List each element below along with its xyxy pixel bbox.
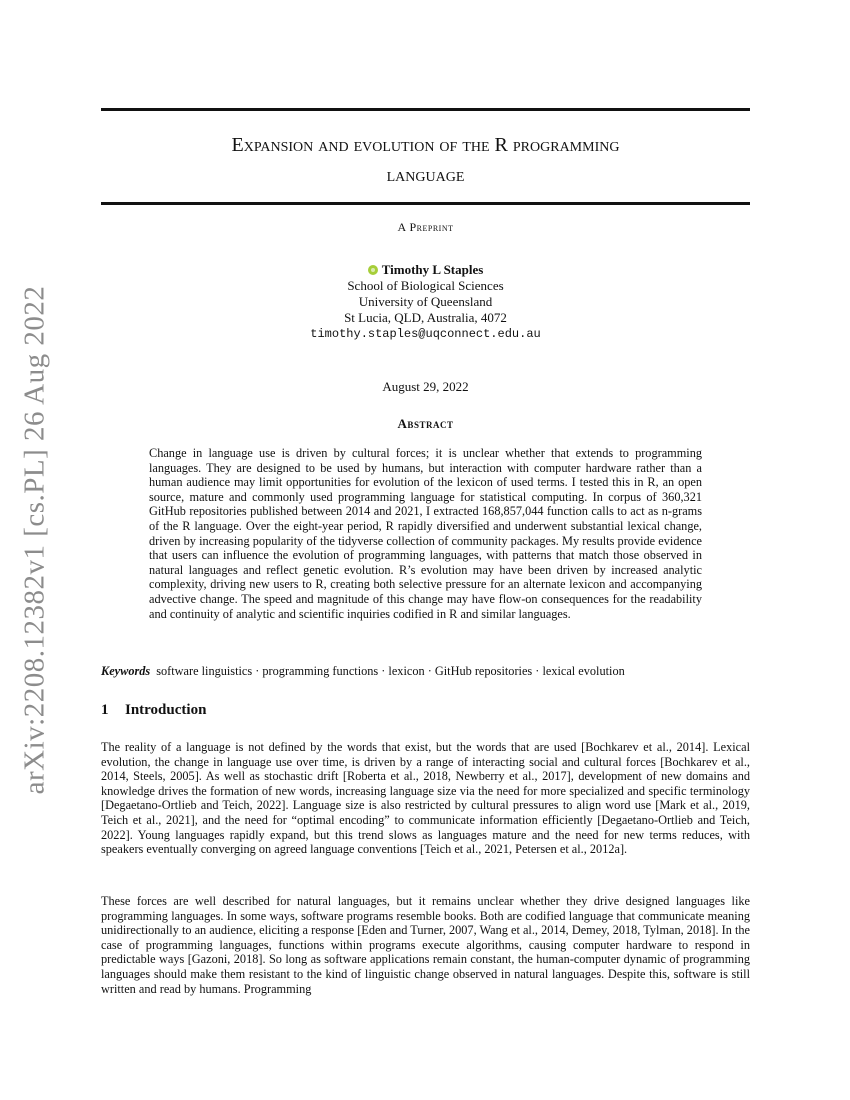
title-line-1: Expansion and evolution of the R programming [231, 134, 620, 156]
author-line [101, 262, 750, 278]
title-line-2: language [386, 164, 465, 186]
keywords-list: software linguistics · programming functions · lexicon · GitHub repositories · lexical evolution [156, 664, 625, 678]
author-email[interactable]: timothy.staples@uqconnect.edu.au [310, 327, 541, 341]
section-number: 1 [101, 702, 109, 718]
intro-paragraph-1: The reality of a language is not defined by the words that exist, but the words that are used [Bochkarev et al., 2014]. Lexical evolution, the change in language use over time, is driven by a range of interacting social and cultural forces [Bochkarev et al., 2014, Steels, 2005]. As well as stochastic drift [Roberta et al., 2018, Newberry et al., 2017], development of new domains and knowledge drives the formation of new words, increasing language size via the need for more specialized and specific terminology [Degaetano-Ortlieb and Teich, 2022]. Language size is also restricted by cultural pressures to align word use [Mark et al., 2019, Teich et al., 2021], and the need for “optimal encoding” to communicate information efficiently [Degaetano-Ortlieb and Teich, 2022]. Young languages rapidly expand, but this trend slows as languages mature and the need for new terms reduces, with speakers eventually converging on agreed language conventions [Teich et al., 2021, Petersen et al., 2012a]. [101, 740, 750, 857]
keywords [101, 664, 750, 679]
preprint-label: A Preprint [397, 220, 454, 234]
author-affiliation-2: University of Queensland [358, 294, 493, 309]
abstract-text: Change in language use is driven by cultural forces; it is unclear whether that extends to programming languages. They are designed to be used by humans, but interaction with computer hardware rather than a human audience may limit opportunities for evolution of the lexicon of used terms. I tested this in R, an open source, mature and commonly used programming language for statistical computing. In corpus of 360,321 GitHub repositories published between 2014 and 2021, I extracted 168,857,044 function calls to act as n-grams of the R language. Over the eight-year period, R rapidly diversified and underwent substantial lexical change, driven by increasing popularity of the tidyverse collection of community packages. My results provide evidence that users can influence the evolution of programming languages, with patterns that match those observed in natural languages and reflect genetic evolution. R’s evolution may have been driven by increased analytic complexity, driving new users to R, creating both selective pressure for an alternate lexicon and accompanying advective change. The speed and magnitude of this change may have flow-on consequences for the readability and continuity of analytic and scientific inquiries codified in R and similar languages. [149, 446, 702, 621]
abstract-heading: Abstract [397, 416, 454, 431]
intro-paragraph-2: These forces are well described for natural languages, but it remains unclear whether they drive designed languages like programming languages. In some ways, software programs resemble books. Both are codified language that communicate meaning unidirectionally to an audience, eliciting a response [Eden and Turner, 2007, Wang et al., 2014, Demey, 2018, Tylman, 2018]. In the case of programming languages, functions within programs execute algorithms, causing computer hardware to respond in predictable ways [Gazoni, 2018]. So long as software applications remain constant, the human-computer dynamic of programming languages should make them resistant to the kind of linguistic change observed in natural languages. Despite this, software is still written and read by humans. Programming [101, 894, 750, 996]
arxiv-sidebar [10, 285, 60, 795]
author-name: Timothy L Staples [381, 262, 484, 277]
section-heading [101, 702, 206, 719]
paper-date: August 29, 2022 [382, 379, 469, 394]
paper-title [101, 130, 750, 190]
title-rule-top [101, 108, 750, 111]
section-title: Introduction [125, 702, 207, 718]
author-address: St Lucia, QLD, Australia, 4072 [344, 310, 507, 325]
author-block [101, 262, 750, 342]
author-affiliation-1: School of Biological Sciences [347, 278, 504, 293]
title-rule-bottom [101, 202, 750, 205]
keywords-label: Keywords [101, 664, 151, 678]
orcid-icon[interactable] [368, 265, 378, 275]
arxiv-identifier: arXiv:2208.12382v1 [cs.PL] 26 Aug 2022 [18, 285, 51, 795]
